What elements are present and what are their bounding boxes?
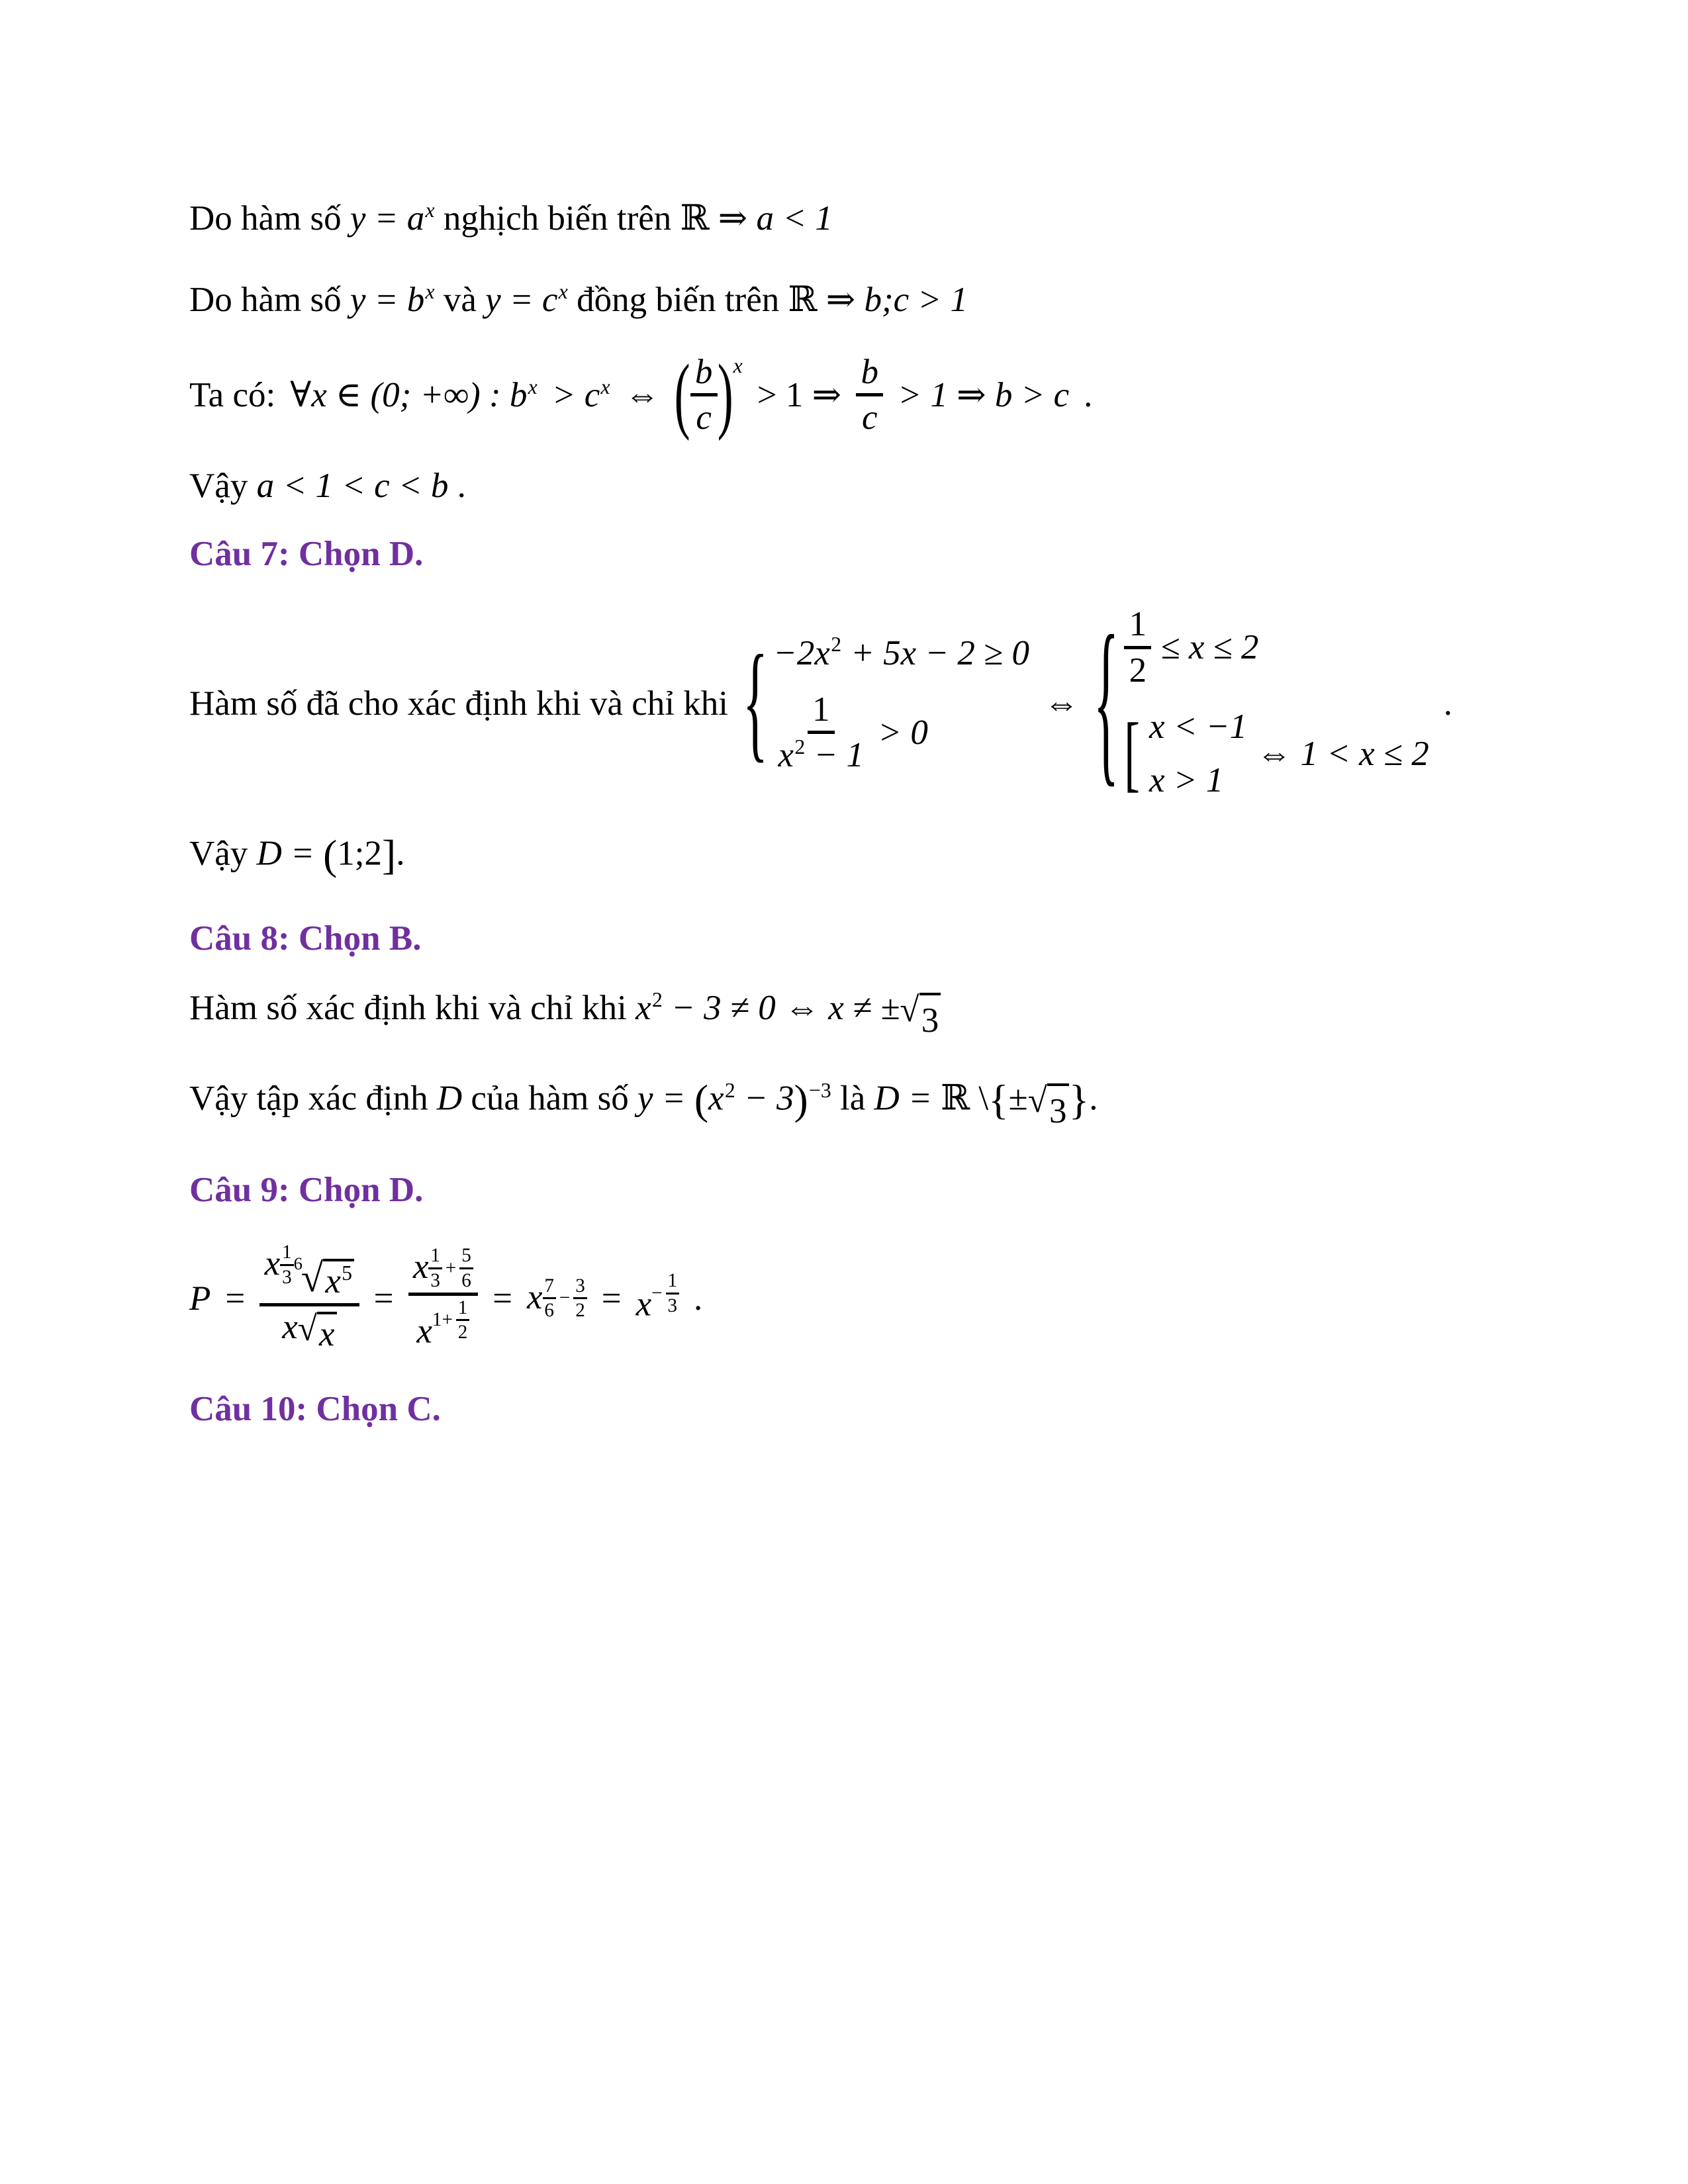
radical-index: 6	[293, 1253, 303, 1274]
iff-symbol: ⇔	[624, 375, 660, 414]
equals-sign: =	[225, 1279, 246, 1318]
sup-fraction	[543, 1275, 556, 1322]
sup-fraction	[666, 1270, 679, 1316]
sup-fraction	[428, 1245, 442, 1291]
text-fragment: và	[443, 280, 477, 319]
solution-paragraph-monotonic-bc	[189, 275, 1582, 326]
numerator	[259, 1242, 359, 1306]
solution-paragraph-cau7-system	[189, 600, 1582, 804]
math-expression: x	[708, 1079, 724, 1118]
math-expression: x	[264, 1244, 281, 1283]
text-fragment: Ta có:	[189, 375, 276, 414]
math-expression: y = a	[350, 199, 425, 238]
alternative-rows	[1149, 705, 1247, 802]
math-expression: ⇔ 1 < x ≤ 2	[1256, 734, 1429, 773]
math-expression: D =	[874, 1079, 932, 1118]
sup-fraction	[280, 1242, 293, 1288]
radical-sign: √	[301, 1256, 324, 1301]
system-rows	[1124, 604, 1429, 802]
open-brace: {	[988, 1076, 1009, 1124]
fraction	[408, 1245, 479, 1351]
denominator: 2	[575, 1300, 585, 1322]
text-fragment: Do hàm số	[189, 199, 342, 238]
power-term	[265, 1242, 294, 1288]
math-expression: b;c > 1	[864, 280, 968, 319]
math-expression: x	[526, 1277, 543, 1316]
solution-paragraph-cau8-domain	[189, 1069, 1582, 1136]
numerator: 1	[456, 1297, 469, 1322]
solution-paragraph-cau8-condition	[189, 983, 1582, 1046]
math-expression: y = c	[485, 280, 558, 319]
math-expression: x	[635, 1285, 652, 1324]
math-expression: y =	[637, 1079, 686, 1118]
math-expression: > 1 ⇒	[757, 375, 842, 414]
math-expression: D	[436, 1079, 463, 1118]
close-paren: )	[794, 1076, 808, 1124]
plus-sign: +	[445, 1257, 457, 1279]
curly-brace: {	[1094, 600, 1119, 804]
denominator: 3	[430, 1269, 440, 1291]
math-expression: x > 1	[1149, 760, 1224, 799]
text-fragment: Hàm số đã cho xác định khi và chỉ khi	[189, 684, 728, 723]
denominator	[412, 1296, 475, 1351]
exponent: 2	[794, 735, 806, 758]
math-fragment	[874, 1069, 1098, 1136]
math-fragment	[350, 275, 435, 326]
system-rows	[773, 631, 1029, 776]
period: .	[396, 834, 405, 873]
numerator: 1	[280, 1242, 293, 1266]
exponent-group	[543, 1275, 587, 1322]
denominator: 2	[1129, 651, 1147, 690]
close-paren: )	[717, 347, 733, 442]
numerator: b	[690, 352, 718, 397]
numerator: b	[856, 352, 883, 397]
fraction	[690, 352, 718, 438]
exponent-group	[428, 1245, 473, 1291]
denominator: 2	[457, 1321, 468, 1343]
period: .	[1084, 375, 1093, 414]
system-row	[773, 690, 928, 776]
radical-sign: √	[297, 1309, 317, 1348]
radicand: 3	[1047, 1083, 1069, 1137]
text-fragment: Hàm số xác định khi và chỉ khi	[189, 988, 627, 1027]
sup-fraction	[573, 1275, 586, 1322]
math-fragment	[773, 631, 841, 675]
period: .	[1089, 1079, 1098, 1118]
math-fragment	[552, 373, 610, 417]
fraction	[856, 352, 883, 438]
solution-paragraph-taco	[189, 347, 1582, 442]
square-root	[900, 990, 941, 1046]
math-expression: −2x	[773, 633, 830, 672]
answer-heading-cau7: Câu 7: Chọn D.	[189, 534, 424, 573]
solution-paragraph-cau9-powers	[189, 1242, 1582, 1354]
radical-sign: √	[1027, 1081, 1047, 1120]
text-fragment: nghịch biến trên	[443, 199, 672, 238]
condition-system	[743, 631, 1029, 776]
text-fragment: đồng biến trên	[577, 280, 780, 319]
radical-sign: √	[900, 990, 919, 1029]
real-set-symbol: ℝ ⇒	[788, 280, 856, 319]
answer-heading-cau8: Câu 8: Chọn B.	[189, 919, 422, 958]
close-bracket: ]	[382, 831, 397, 878]
math-expression: x	[412, 1248, 429, 1287]
radicand	[323, 1259, 354, 1302]
math-fragment	[485, 275, 568, 326]
real-set-symbol: ℝ ⇒	[680, 199, 748, 238]
alternative-block	[1124, 705, 1429, 802]
exponent: x	[600, 375, 610, 398]
exponent-group	[651, 1270, 679, 1316]
open-paren: (	[694, 1076, 709, 1124]
interval-values: 1;2	[337, 834, 383, 873]
exponent: −3	[808, 1079, 831, 1103]
math-expression: a < 1 < c < b	[256, 466, 449, 505]
math-expression: P	[189, 1279, 211, 1318]
exponent: x	[528, 375, 538, 398]
math-expression: − 3 ≠ 0 ⇔ x ≠ ±	[671, 988, 900, 1027]
math-expression: − 3	[743, 1079, 794, 1118]
condition-system	[1094, 600, 1429, 804]
solution-paragraph-domain7	[189, 825, 1582, 886]
denominator: 6	[461, 1269, 471, 1291]
fraction	[1124, 604, 1151, 690]
exponent: 2	[651, 987, 663, 1011]
math-fragment	[350, 193, 435, 244]
math-expression: x	[325, 1262, 341, 1301]
numerator: 1	[428, 1245, 442, 1269]
system-row	[1124, 604, 1258, 690]
math-expression: + 5x − 2 ≥ 0	[851, 633, 1029, 672]
text-fragment: Vậy	[189, 834, 248, 873]
exponent: 5	[342, 1261, 353, 1285]
solution-paragraph-conclusion6	[189, 461, 1582, 512]
exponent-prefix: 1+	[432, 1309, 453, 1331]
exponent: 2	[724, 1079, 735, 1103]
exponent-group	[432, 1297, 469, 1343]
text-fragment: Vậy tập xác định	[189, 1079, 428, 1118]
math-expression: x	[635, 988, 651, 1027]
minus-sign: −	[559, 1287, 571, 1309]
curly-brace: {	[742, 629, 769, 775]
math-expression: > 0	[878, 713, 928, 752]
text-fragment: là	[840, 1079, 866, 1118]
fraction	[773, 690, 868, 776]
minus-sign: −	[651, 1282, 663, 1304]
text-fragment: Vậy	[189, 466, 248, 505]
period: .	[457, 466, 466, 505]
denominator: c	[861, 398, 878, 437]
period: .	[693, 1279, 703, 1318]
denominator: 3	[667, 1295, 678, 1316]
period: .	[1443, 684, 1452, 723]
numerator: 7	[543, 1275, 556, 1300]
numerator: 1	[1124, 604, 1151, 649]
denominator	[277, 1306, 342, 1355]
math-expression: − 1	[814, 735, 864, 774]
answer-heading-cau10: Câu 10: Chọn C.	[189, 1389, 441, 1428]
sup-fraction	[459, 1245, 473, 1291]
math-expression: x	[282, 1308, 298, 1347]
real-set-symbol: ℝ \	[941, 1079, 989, 1118]
math-fragment	[290, 373, 538, 417]
denominator: 3	[282, 1266, 292, 1288]
math-expression: > c	[551, 375, 600, 414]
exponent: x	[425, 279, 435, 303]
fraction	[259, 1242, 359, 1354]
equals-sign: =	[601, 1279, 622, 1318]
exponent-fraction	[280, 1242, 293, 1288]
denominator	[773, 734, 868, 776]
equals-sign: =	[373, 1279, 394, 1318]
numerator	[408, 1245, 479, 1296]
math-expression: ≤ x ≤ 2	[1160, 628, 1259, 667]
plus-minus: ±	[1008, 1079, 1028, 1118]
parenthesized-fraction	[674, 347, 743, 442]
numerator: 3	[573, 1275, 586, 1300]
math-fragment	[637, 1069, 831, 1130]
radicand: x	[317, 1312, 337, 1355]
denominator: 6	[544, 1300, 554, 1322]
close-brace: }	[1068, 1076, 1090, 1124]
numerator: 5	[459, 1245, 473, 1269]
square-bracket: [	[1124, 706, 1140, 801]
answer-heading-cau9: Câu 9: Chọn D.	[189, 1170, 424, 1209]
radicand: 3	[919, 993, 941, 1046]
exponent: x	[733, 353, 743, 377]
math-expression: x	[778, 735, 794, 774]
denominator: c	[696, 398, 712, 437]
math-fragment	[257, 825, 405, 886]
math-expression: > 1 ⇒ b > c	[898, 375, 1070, 414]
math-expression: y = b	[350, 280, 425, 319]
power-term	[636, 1270, 679, 1326]
math-expression: a < 1	[756, 199, 833, 238]
numerator: 1	[666, 1270, 679, 1295]
exponent: x	[425, 198, 435, 222]
open-paren: (	[674, 347, 690, 442]
solution-paragraph-monotonic-a	[189, 193, 1582, 244]
square-root	[297, 1309, 337, 1355]
square-root	[1028, 1083, 1069, 1137]
math-expression: ∀x ∈ (0; +∞) : b	[290, 375, 528, 414]
math-fragment	[635, 983, 941, 1046]
text-fragment: Do hàm số	[189, 280, 342, 319]
text-fragment: của hàm số	[471, 1079, 629, 1118]
exponent: 2	[831, 633, 842, 657]
numerator: 1	[808, 690, 835, 735]
iff-symbol: ⇔	[1044, 684, 1079, 723]
math-expression: x < −1	[1149, 707, 1248, 747]
math-expression: x	[416, 1311, 432, 1350]
nth-root	[293, 1253, 355, 1302]
math-expression: D =	[256, 834, 314, 873]
system-row	[773, 631, 1029, 675]
power-term	[527, 1275, 587, 1322]
exponent: x	[558, 279, 568, 303]
equals-sign: =	[492, 1279, 512, 1318]
sup-fraction	[456, 1297, 469, 1343]
open-paren: (	[323, 831, 338, 878]
